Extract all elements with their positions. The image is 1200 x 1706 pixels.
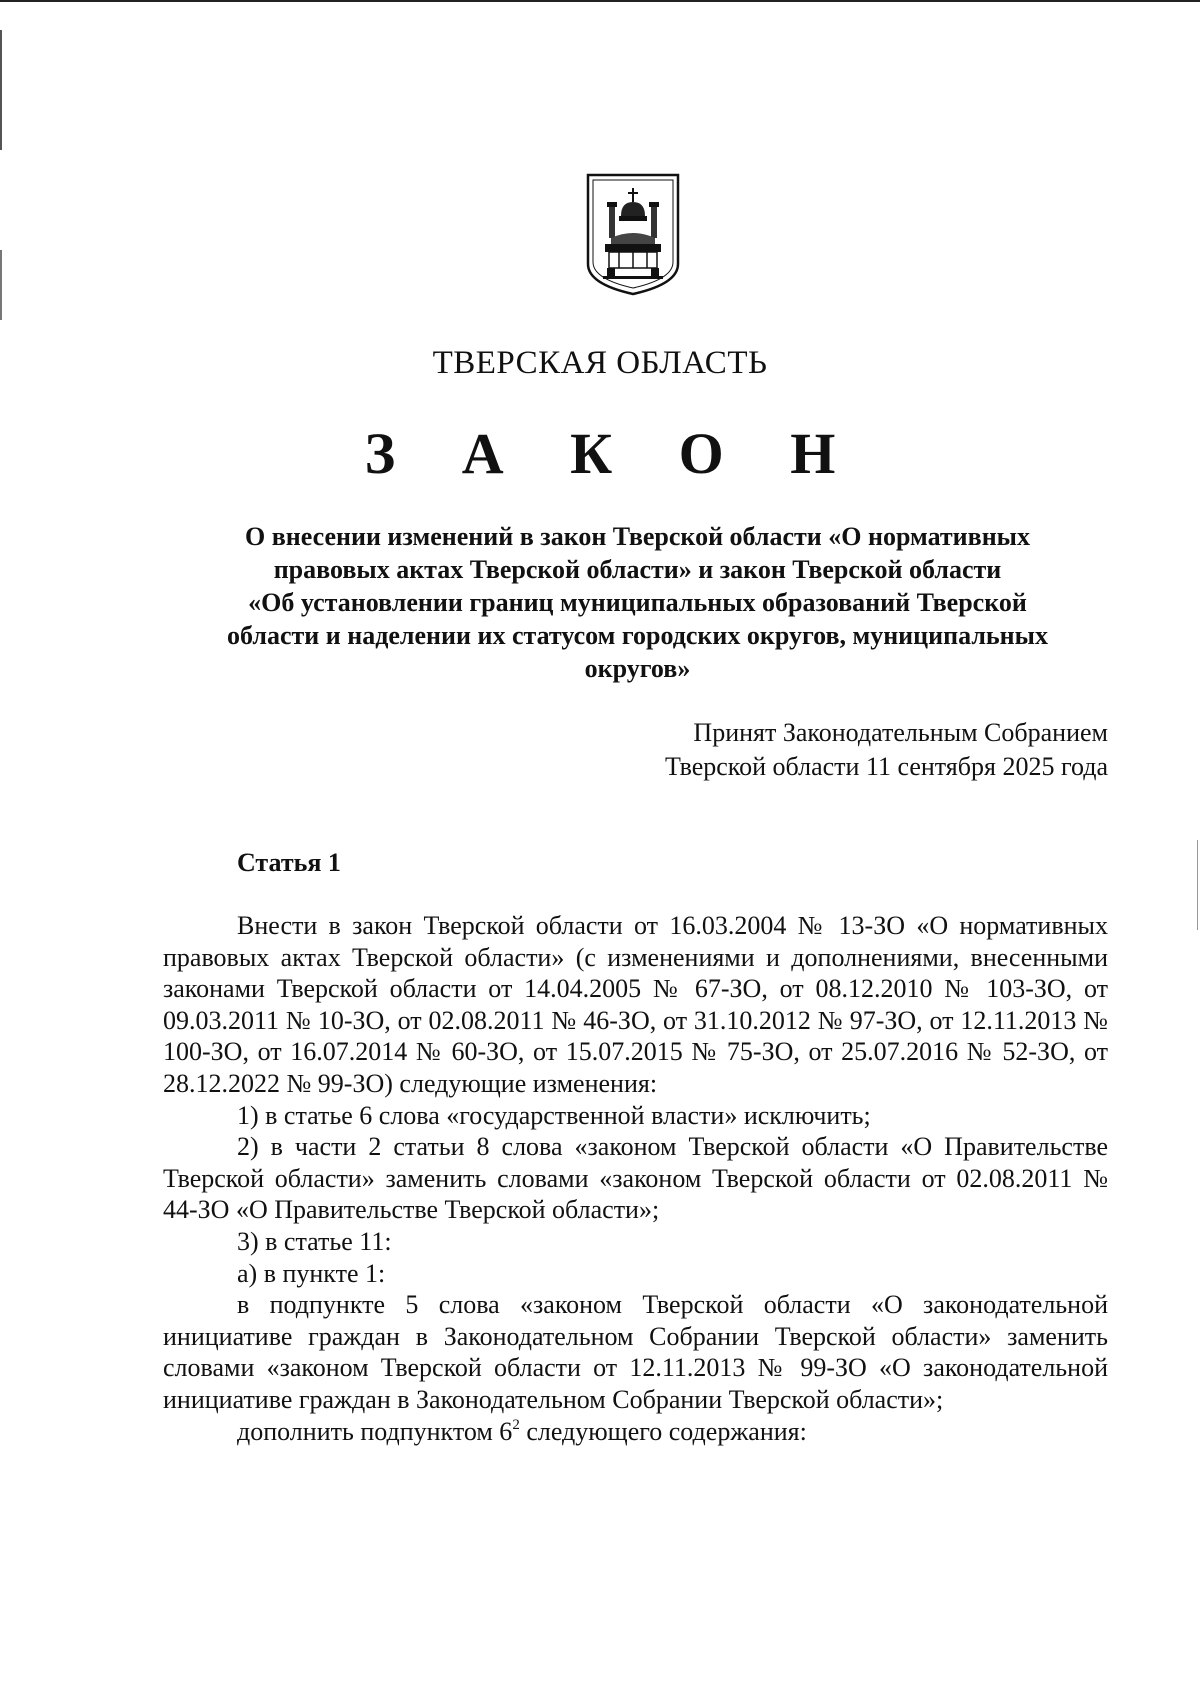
- paragraph: 2) в части 2 статьи 8 слова «законом Тверской области «О Правительстве Тверской области» заменить словами «законом Тверской области от 02.08.2011 № 44-ЗО «О Правительстве Тверской области»;: [163, 1132, 1108, 1225]
- paragraph: а) в пункте 1:: [237, 1258, 386, 1288]
- paragraph: [163, 1416, 1108, 1448]
- adoption-line: Тверской области 11 сентября 2025 года: [665, 752, 1108, 781]
- paragraph: в подпункте 5 слова «законом Тверской области «О законодательной инициативе граждан в Законодательном Собрании Тверской области» заменить словами «законом Тверской области от 12.11.2013 № 99-ЗО «О законодательной инициативе граждан в Законодательном Собрании Тверской области»;: [163, 1290, 1108, 1414]
- law-heading-line: округов»: [584, 654, 691, 683]
- scan-edge: [0, 30, 2, 150]
- scan-edge: [0, 0, 1200, 2]
- law-heading-line: «Об установлении границ муниципальных образований Тверской: [248, 588, 1027, 617]
- tver-coat-of-arms-icon: [585, 172, 681, 298]
- adoption-line: Принят Законодательным Собранием: [693, 718, 1108, 747]
- scan-edge: [0, 250, 2, 320]
- paragraph-text: следующего содержания:: [519, 1416, 807, 1446]
- law-heading: [180, 520, 1095, 685]
- paragraph: 3) в статье 11:: [237, 1226, 392, 1256]
- law-heading-line: области и наделении их статусом городских округов, муниципальных: [227, 621, 1048, 650]
- law-heading-line: О внесении изменений в закон Тверской области «О нормативных: [244, 522, 1030, 551]
- paragraph-text: дополнить подпунктом 6: [237, 1416, 513, 1446]
- article-body: [163, 910, 1108, 1447]
- document-type: З А К О Н: [364, 421, 862, 486]
- adoption-note: [665, 716, 1108, 784]
- region-name: ТВЕРСКАЯ ОБЛАСТЬ: [432, 345, 768, 381]
- paragraph: Внести в закон Тверской области от 16.03.2004 № 13-ЗО «О нормативных правовых актах Тверской области» (с изменениями и дополнениями, внесенными законами Тверской области от 14.04.2005 № 67-ЗО, от 08.12.2010 № 103-ЗО, от 09.03.2011 № 10-ЗО, от 02.08.2011 № 46-ЗО, от 31.10.2012 № 97-ЗО, от 12.11.2013 № 100-ЗО, от 16.07.2014 № 60-ЗО, от 15.07.2015 № 75-ЗО, от 25.07.2016 № 52-ЗО, от 28.12.2022 № 99-ЗО) следующие изменения:: [163, 911, 1108, 1098]
- paragraph: 1) в статье 6 слова «государственной власти» исключить;: [237, 1100, 871, 1130]
- law-heading-line: правовых актах Тверской области» и закон Тверской области: [273, 555, 1002, 584]
- scan-edge: [1197, 840, 1198, 930]
- article-heading: Статья 1: [237, 848, 341, 877]
- superscript: 2: [512, 1416, 520, 1433]
